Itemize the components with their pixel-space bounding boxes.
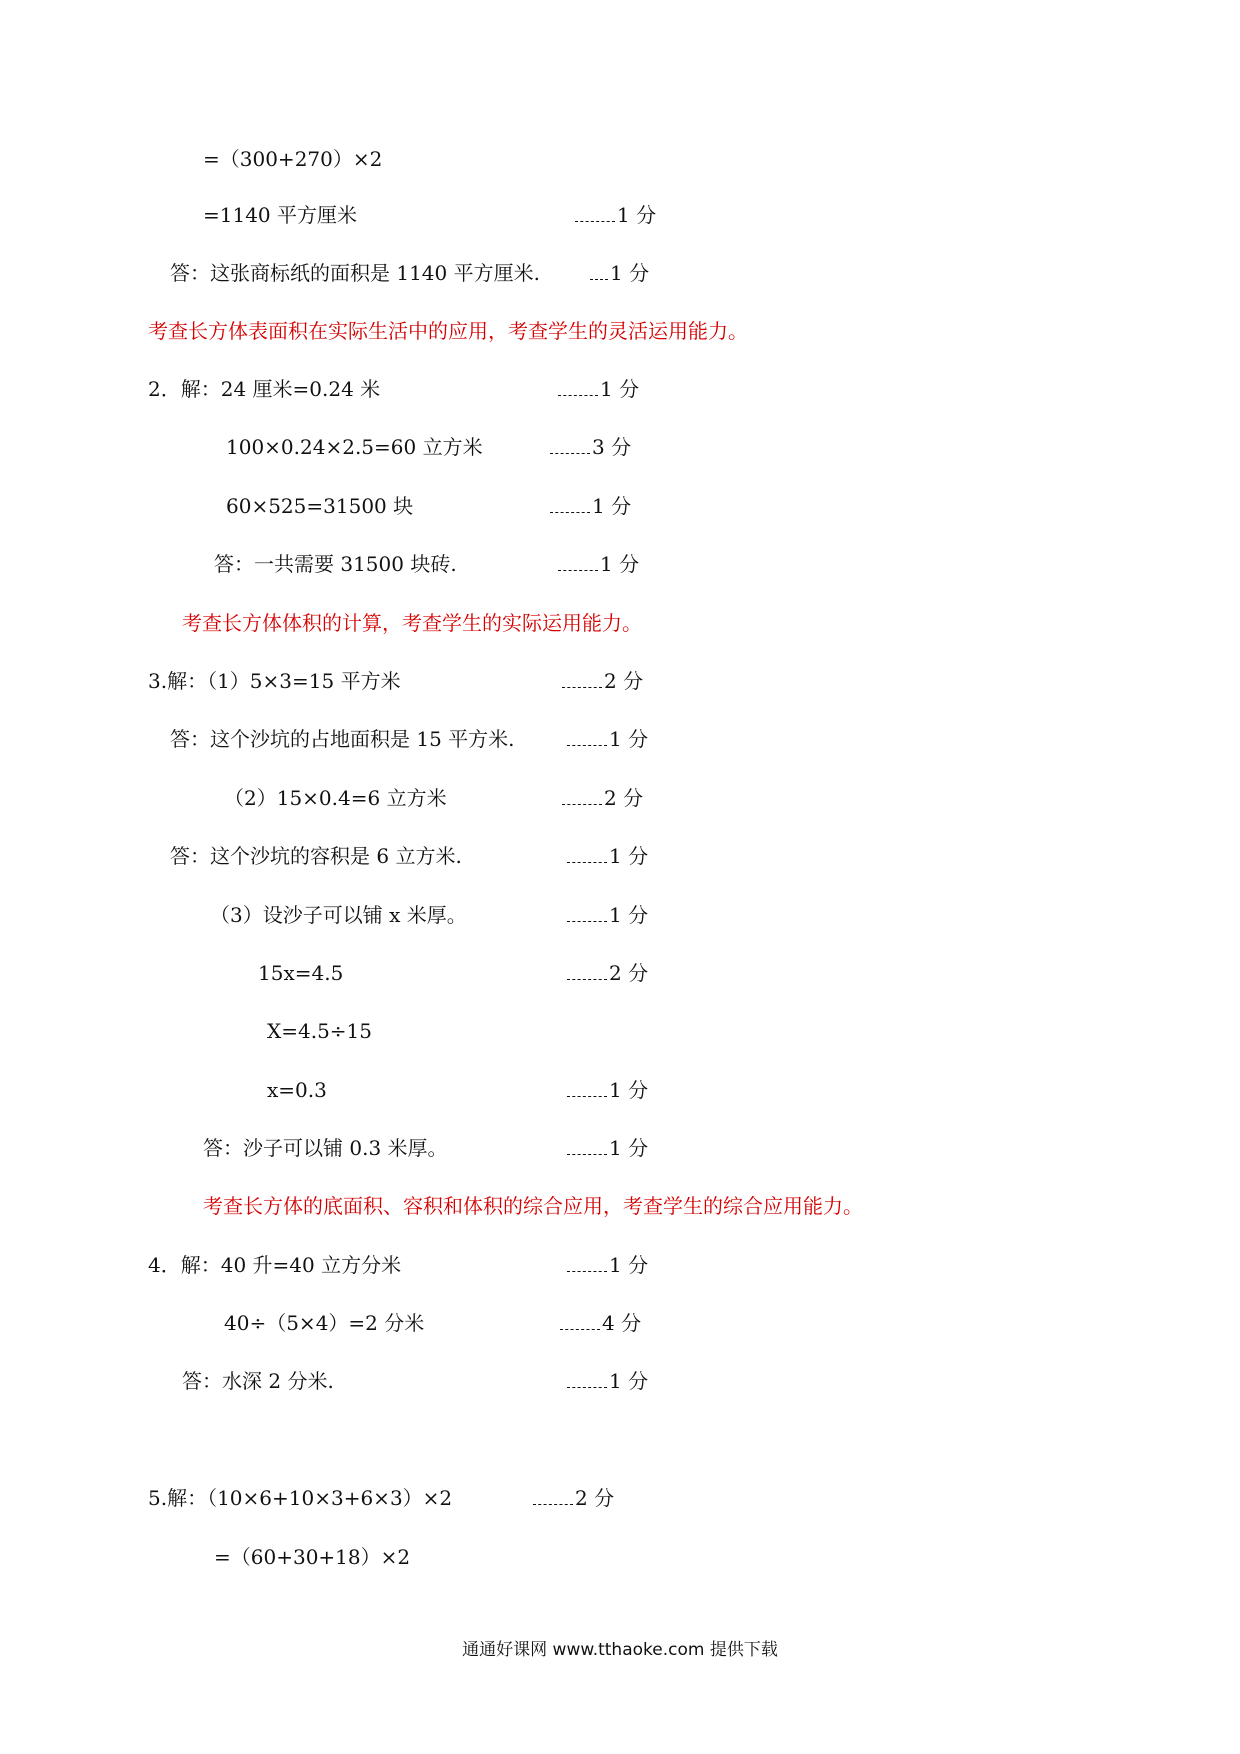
footer-text: 通通好课网 www.tthaoke.com 提供下载	[462, 1640, 778, 1660]
q3-line-3: （3）设沙子可以铺 x 米厚。	[210, 903, 467, 927]
score-q2-2: 3 分	[550, 434, 631, 460]
score-q5-1: 2 分	[533, 1485, 614, 1511]
score-answer-1: 1 分	[590, 260, 649, 286]
score-q3-2: 2 分	[562, 785, 643, 811]
q2-answer: 答：一共需要 31500 块砖.	[214, 552, 457, 576]
q3-line-4: 15x=4.5	[258, 961, 344, 985]
score-q3-answer-3: 1 分	[567, 1135, 648, 1161]
score-q2-1: 1 分	[558, 376, 639, 402]
calc-line-1: =（300+270）×2	[203, 147, 383, 171]
q3-line-2: （2）15×0.4=6 立方米	[224, 786, 447, 810]
answer-line-1: 答：这张商标纸的面积是 1140 平方厘米.	[170, 261, 540, 285]
score-q3-1: 2 分	[562, 668, 643, 694]
q5-line-2: =（60+30+18）×2	[214, 1545, 411, 1569]
note-3: 考查长方体的底面积、容积和体积的综合应用，考查学生的综合应用能力。	[203, 1194, 863, 1218]
score-q4-1: 1 分	[567, 1252, 648, 1278]
q3-line-5: X=4.5÷15	[267, 1019, 373, 1043]
q3-answer-2: 答：这个沙坑的容积是 6 立方米.	[170, 844, 462, 868]
score-q4-answer: 1 分	[567, 1368, 648, 1394]
q3-answer-1: 答：这个沙坑的占地面积是 15 平方米.	[170, 727, 515, 751]
score-q4-2: 4 分	[560, 1310, 641, 1336]
score-q3-3: 1 分	[567, 902, 648, 928]
q4-line-2: 40÷（5×4）=2 分米	[224, 1311, 425, 1335]
score-line-2: 1 分	[575, 202, 656, 228]
q3-answer-3: 答：沙子可以铺 0.3 米厚。	[203, 1136, 448, 1160]
score-q3-6: 1 分	[567, 1077, 648, 1103]
score-q2-answer: 1 分	[558, 551, 639, 577]
score-q2-3: 1 分	[550, 493, 631, 519]
score-q3-answer-2: 1 分	[567, 843, 648, 869]
q3-line-1: 3.解：（1）5×3=15 平方米	[148, 669, 401, 693]
score-q3-4: 2 分	[567, 960, 648, 986]
calc-line-2: =1140 平方厘米	[203, 203, 358, 227]
q2-line-3: 60×525=31500 块	[226, 494, 414, 518]
q4-line-1: 4．解：40 升=40 立方分米	[148, 1253, 402, 1277]
q5-line-1: 5.解：（10×6+10×3+6×3）×2	[148, 1486, 453, 1510]
score-q3-answer-1: 1 分	[567, 726, 648, 752]
q4-answer: 答：水深 2 分米.	[182, 1369, 334, 1393]
q3-line-6: x=0.3	[267, 1078, 327, 1102]
note-2: 考查长方体体积的计算，考查学生的实际运用能力。	[182, 611, 642, 635]
q2-line-1: 2．解：24 厘米=0.24 米	[148, 377, 381, 401]
note-1: 考查长方体表面积在实际生活中的应用，考查学生的灵活运用能力。	[148, 319, 748, 343]
q2-line-2: 100×0.24×2.5=60 立方米	[226, 435, 483, 459]
